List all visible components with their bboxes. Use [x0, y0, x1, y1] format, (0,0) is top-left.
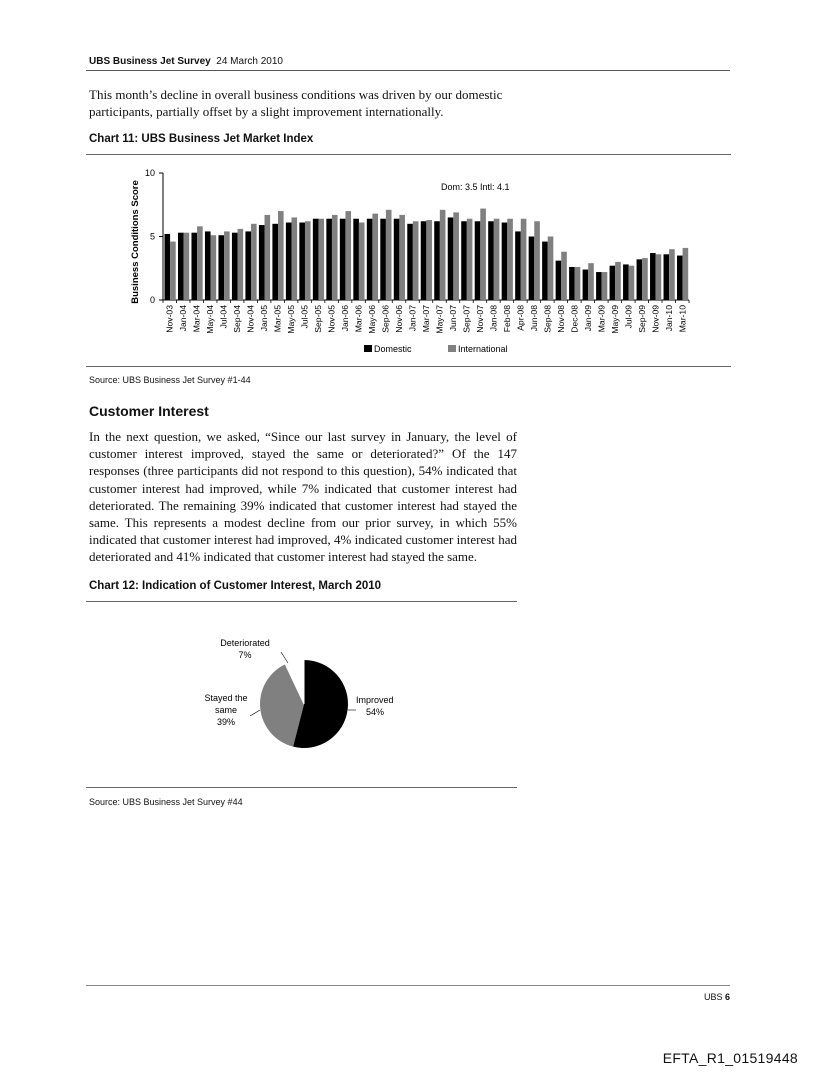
chart11-x-tick-label: Nov-08 — [555, 305, 566, 333]
chart11-x-tick-label: Sep-09 — [636, 305, 647, 333]
chart11-bar-domestic — [569, 267, 575, 300]
chart12-label: 7% — [238, 650, 252, 660]
chart12-leader-line — [281, 652, 288, 663]
chart12-label: Stayed the — [204, 693, 248, 703]
chart11-bar-domestic — [340, 219, 346, 300]
chart11-title: Chart 11: UBS Business Jet Market Index — [89, 133, 314, 145]
chart11-bar-domestic — [650, 253, 656, 300]
chart11-bar-domestic — [165, 234, 171, 300]
chart11-bar-international — [345, 211, 351, 300]
chart12-pie-chart — [186, 630, 446, 770]
chart11-x-tick-label: Jan-10 — [663, 305, 674, 332]
chart11-x-tick-label: Mar-04 — [191, 305, 202, 333]
chart11-bar-international — [305, 221, 311, 300]
chart11-bar-international — [197, 226, 203, 300]
chart11-x-tick-label: Mar-07 — [421, 305, 431, 333]
chart11-x-tick-label: Jul-04 — [218, 305, 229, 329]
chart11-legend-swatch — [448, 345, 456, 352]
chart11-bar-domestic — [299, 223, 305, 300]
chart11-x-tick-label: May-05 — [286, 305, 297, 334]
chart11-bar-domestic — [205, 231, 211, 300]
chart11-bar-domestic — [502, 223, 508, 300]
chart11-bar-domestic — [421, 221, 427, 300]
chart11-bar-international — [386, 210, 392, 300]
chart11-x-tick-label: Jan-09 — [582, 305, 593, 332]
chart11-bar-international — [507, 219, 513, 300]
page-header — [89, 56, 283, 67]
chart11-bar-domestic — [245, 231, 251, 300]
footer-label: UBS — [703, 992, 723, 1002]
chart11-bar-domestic — [286, 223, 292, 300]
chart11-x-tick-label: Feb-08 — [501, 305, 512, 333]
chart11-bar-domestic — [380, 219, 386, 300]
chart11-x-tick-label: Jun-07 — [447, 305, 458, 332]
chart11-bar-domestic — [218, 235, 224, 300]
chart11-bar-international — [224, 231, 230, 300]
chart11-bar-international — [170, 242, 176, 300]
chart11-bar-international — [534, 221, 540, 300]
chart11-bar-domestic — [664, 254, 670, 300]
chart11-x-tick-label: Jan-08 — [488, 305, 499, 332]
chart11-x-tick-label: Mar-09 — [596, 305, 607, 333]
chart11-legend — [364, 344, 508, 354]
chart11-bar-domestic — [272, 224, 278, 300]
chart11-bar-domestic — [583, 270, 589, 300]
chart11-bar-domestic — [407, 224, 413, 300]
chart11-x-tick-label: Jan-05 — [259, 305, 270, 332]
chart11-bar-domestic — [367, 219, 373, 300]
chart12-label: Improved — [356, 695, 394, 705]
chart12-leader-line — [250, 710, 260, 716]
chart11-y-tick-label: 10 — [144, 168, 155, 178]
footer-page: 6 — [724, 992, 730, 1002]
chart11-bar-international — [521, 219, 527, 300]
chart12-label: Deteriorated — [220, 638, 270, 648]
page-number — [704, 992, 730, 1002]
chart11-x-tick-label: May-04 — [205, 305, 216, 334]
chart11-bar-international — [629, 266, 635, 300]
chart11-bar-international — [561, 252, 567, 300]
chart11-bar-domestic — [677, 256, 683, 300]
header-date: 24 March 2010 — [216, 56, 283, 67]
chart11-bar-international — [278, 211, 284, 300]
chart11-x-tick-labels — [165, 305, 688, 334]
chart11-bar-domestic — [434, 221, 440, 300]
chart11-x-tick-label: Mar-05 — [272, 305, 283, 333]
chart11-top-rule — [86, 154, 731, 155]
chart11-x-tick-label: Nov-07 — [474, 305, 485, 333]
chart11-bar-domestic — [178, 233, 184, 300]
chart11-bar-international — [467, 219, 473, 300]
chart11-y-tick-label: 5 — [149, 231, 155, 242]
chart11-bar-international — [548, 237, 554, 301]
chart12-title: Chart 12: Indication of Customer Interest, March 2010 — [89, 580, 382, 592]
chart11-x-tick-label: Sep-05 — [313, 305, 324, 333]
chart11-legend-label: Domestic — [374, 344, 412, 354]
chart11-bar-domestic — [556, 261, 562, 300]
chart11-x-tick-label: Jan-06 — [340, 305, 351, 332]
chart11-x-tick-label: Jun-08 — [528, 305, 539, 332]
chart11-x-tick-label: Sep-04 — [232, 305, 243, 333]
document-id: EFTA_R1_01519448 — [662, 1050, 798, 1066]
chart11-bottom-rule — [86, 366, 731, 367]
chart11-bars — [165, 209, 689, 300]
chart11-bar-domestic — [232, 233, 238, 300]
chart11-bar-domestic — [488, 221, 494, 300]
chart11-bar-chart — [86, 160, 731, 366]
chart11-x-tick-label: Nov-03 — [164, 305, 175, 333]
chart12-source: Source: UBS Business Jet Survey #44 — [89, 797, 243, 807]
section-heading: Customer Interest — [89, 403, 209, 419]
chart11-bar-international — [453, 212, 459, 300]
chart11-bar-international — [184, 233, 190, 300]
chart11-x-tick-label: Jul-05 — [299, 305, 310, 329]
chart11-annotation: Dom: 3.5 Intl: 4.1 — [441, 182, 510, 192]
chart11-bar-domestic — [353, 219, 359, 300]
header-title: UBS Business Jet Survey — [89, 56, 211, 67]
chart11-x-tick-label: May-07 — [434, 305, 445, 334]
chart12-label: 54% — [366, 707, 385, 717]
chart11-x-tick-label: May-06 — [367, 305, 378, 334]
chart11-bar-domestic — [623, 264, 629, 300]
header-divider — [86, 70, 730, 71]
chart11-bar-international — [238, 229, 244, 300]
chart11-bar-international — [669, 249, 675, 300]
chart11-bar-international — [426, 220, 432, 300]
chart12-label: 39% — [216, 717, 236, 727]
chart11-x-tick-label: Jul-09 — [623, 305, 634, 329]
chart11-x-tick-label: Nov-06 — [394, 305, 405, 333]
chart11-x-tick-label: Nov-09 — [650, 305, 661, 333]
footer-divider — [86, 985, 730, 986]
chart11-y-tick-label: 0 — [149, 295, 155, 305]
chart12-top-rule — [86, 601, 517, 602]
chart12-slices — [260, 660, 348, 748]
chart11-legend-label: International — [458, 344, 508, 354]
chart11-bar-domestic — [313, 219, 319, 300]
chart11-x-tick-label: Sep-07 — [461, 305, 472, 333]
chart11-x-tick-label: Mar-10 — [677, 305, 688, 333]
chart11-bar-domestic — [542, 242, 548, 300]
chart11-x-tick-label: Apr-08 — [515, 305, 526, 331]
chart11-bar-domestic — [448, 217, 454, 300]
chart11-bar-international — [332, 215, 338, 300]
chart11-x-tick-label: May-09 — [609, 305, 620, 334]
chart11-bar-international — [440, 210, 446, 300]
chart11-legend-swatch — [364, 345, 372, 352]
chart11-x-tick-label: Sep-06 — [380, 305, 391, 333]
chart11-bar-international — [642, 258, 648, 300]
chart11-bar-domestic — [637, 259, 643, 300]
chart12-label: same — [214, 705, 238, 715]
chart11-bar-domestic — [191, 233, 197, 300]
chart11-bar-international — [291, 217, 297, 300]
chart11-bar-international — [656, 254, 662, 300]
chart11-bar-domestic — [596, 272, 602, 300]
chart11-bar-international — [211, 235, 217, 300]
chart11-bar-international — [575, 267, 581, 300]
chart11-x-tick-label: Nov-05 — [326, 305, 337, 333]
chart11-bar-domestic — [475, 221, 481, 300]
chart11-bar-international — [602, 272, 608, 300]
chart11-bar-domestic — [515, 231, 521, 300]
chart11-x-tick-label: Jan-07 — [407, 305, 418, 332]
intro-paragraph: This month’s decline in overall business conditions was driven by our domestic participants, partially offset by a slight improvement internationally. — [89, 87, 503, 119]
section-paragraph: In the next question, we asked, “Since our last survey in January, the level of customer interest improved, stayed the same or deteriorated?” Of the 147 responses (three participants did not respond to this question), 54% indicated that customer interest had improved, while 7% indicated that customer interest had deteriorated. The remaining 39% indicated that customer interest had stayed the same. This represents a modest decline from our prior survey, in which 55% indicated that customer interest had improved, 4% indicated customer interest had deteriorated and 41% indicated that customer interest had stayed the same. — [89, 429, 517, 565]
chart11-bar-international — [372, 214, 378, 300]
chart11-bar-international — [318, 219, 324, 300]
chart12-bottom-rule — [86, 787, 517, 788]
chart11-bar-international — [265, 215, 271, 300]
chart11-y-axis-label: Business Conditions Score — [130, 180, 141, 304]
chart11-bar-international — [494, 219, 500, 300]
chart11-bar-international — [359, 223, 365, 300]
chart11-bar-domestic — [326, 219, 332, 300]
chart11-x-tick-label: Jan-04 — [178, 305, 189, 332]
chart11-bar-international — [683, 248, 689, 300]
chart11-bar-domestic — [259, 225, 265, 300]
chart11-bar-international — [399, 215, 405, 300]
chart11-x-tick-label: Dec-08 — [569, 305, 580, 333]
chart11-bar-international — [251, 224, 257, 300]
chart11-bar-domestic — [394, 219, 400, 300]
chart11-bar-international — [480, 209, 486, 300]
chart11-x-tick-label: Nov-04 — [245, 305, 256, 333]
chart11-bar-domestic — [610, 266, 616, 300]
chart11-bar-international — [413, 221, 419, 300]
chart11-bar-domestic — [461, 221, 467, 300]
chart11-x-tick-label: Sep-08 — [542, 305, 553, 333]
chart11-x-tick-label: Mar-06 — [353, 305, 364, 333]
chart11-bar-international — [615, 262, 621, 300]
chart11-source: Source: UBS Business Jet Survey #1-44 — [89, 375, 251, 385]
chart11-bar-domestic — [529, 237, 535, 301]
chart11-bar-international — [588, 263, 594, 300]
